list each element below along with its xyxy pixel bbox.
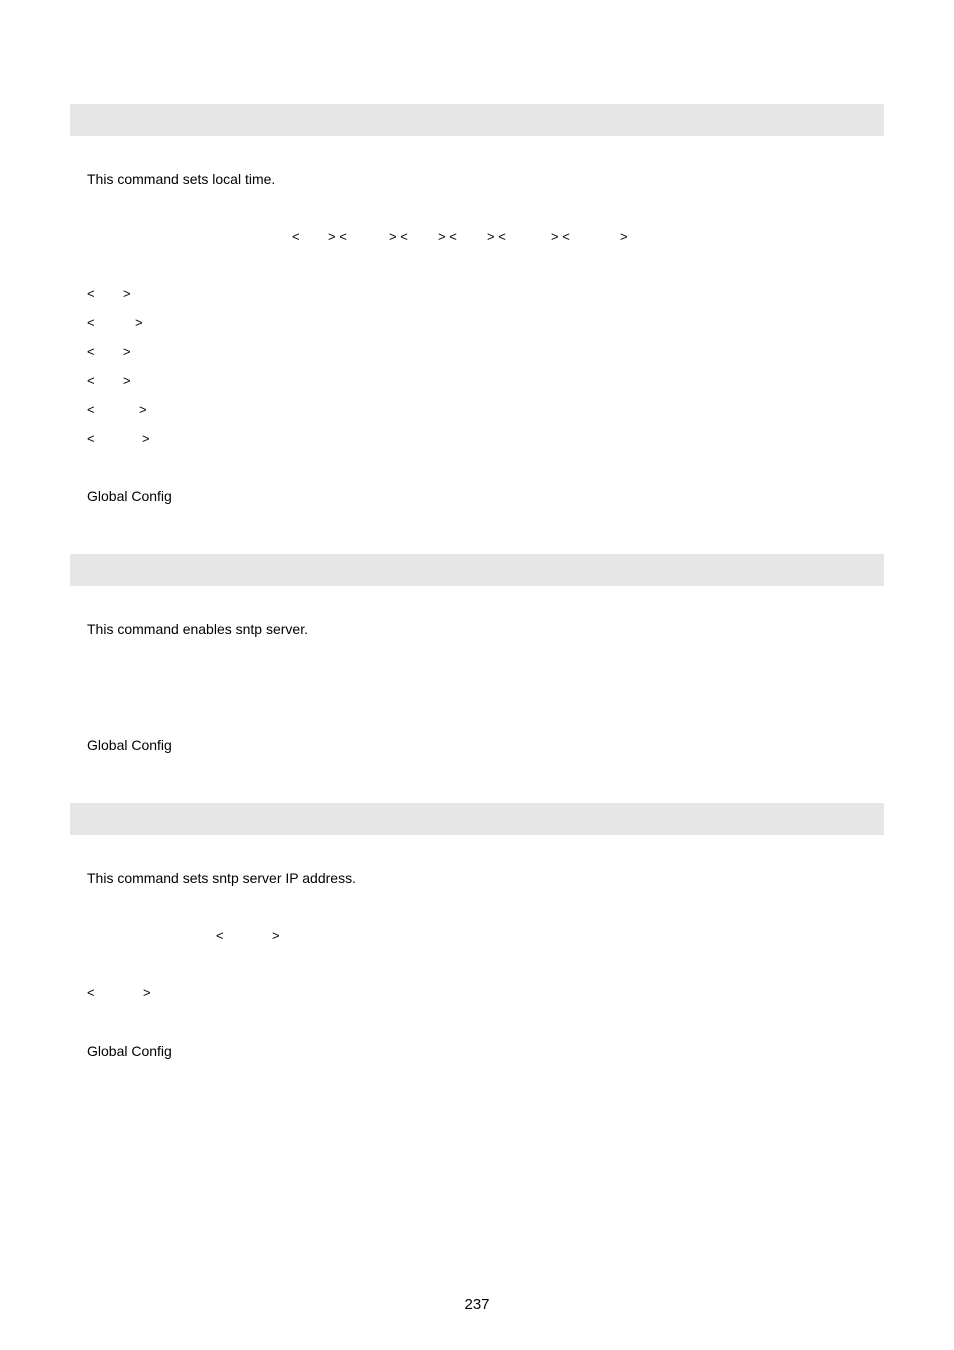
- param-bracket-open: <: [87, 286, 95, 301]
- param-bracket-open: <: [87, 344, 95, 359]
- param-bracket-open: <: [87, 373, 95, 388]
- param-bracket-open: <: [87, 402, 95, 417]
- section-2-header-bar: [70, 554, 884, 586]
- syntax-bracket-separator: > <: [328, 229, 347, 244]
- section-3-header-bar: [70, 803, 884, 835]
- param-bracket-close: >: [142, 431, 150, 446]
- page-number: 237: [464, 1296, 490, 1313]
- param-bracket-close: >: [123, 344, 131, 359]
- section-2-description: This command enables sntp server.: [87, 621, 308, 637]
- param-bracket-open: <: [87, 985, 95, 1000]
- section-1-header-bar: [70, 104, 884, 136]
- syntax-bracket-close: >: [272, 928, 280, 943]
- syntax-bracket-open: <: [216, 928, 224, 943]
- syntax-bracket-open: <: [292, 229, 300, 244]
- syntax-bracket-separator: > <: [438, 229, 457, 244]
- section-1-description: This command sets local time.: [87, 171, 276, 187]
- section-1-mode: Global Config: [87, 488, 172, 504]
- param-bracket-close: >: [143, 985, 151, 1000]
- syntax-bracket-separator: > <: [551, 229, 570, 244]
- param-bracket-close: >: [139, 402, 147, 417]
- syntax-bracket-close: >: [620, 229, 628, 244]
- param-bracket-open: <: [87, 315, 95, 330]
- syntax-bracket-separator: > <: [389, 229, 408, 244]
- syntax-bracket-separator: > <: [487, 229, 506, 244]
- param-bracket-open: <: [87, 431, 95, 446]
- param-bracket-close: >: [123, 373, 131, 388]
- param-bracket-close: >: [135, 315, 143, 330]
- param-bracket-close: >: [123, 286, 131, 301]
- section-3-description: This command sets sntp server IP address.: [87, 870, 356, 886]
- section-2-mode: Global Config: [87, 737, 172, 753]
- section-3-mode: Global Config: [87, 1043, 172, 1059]
